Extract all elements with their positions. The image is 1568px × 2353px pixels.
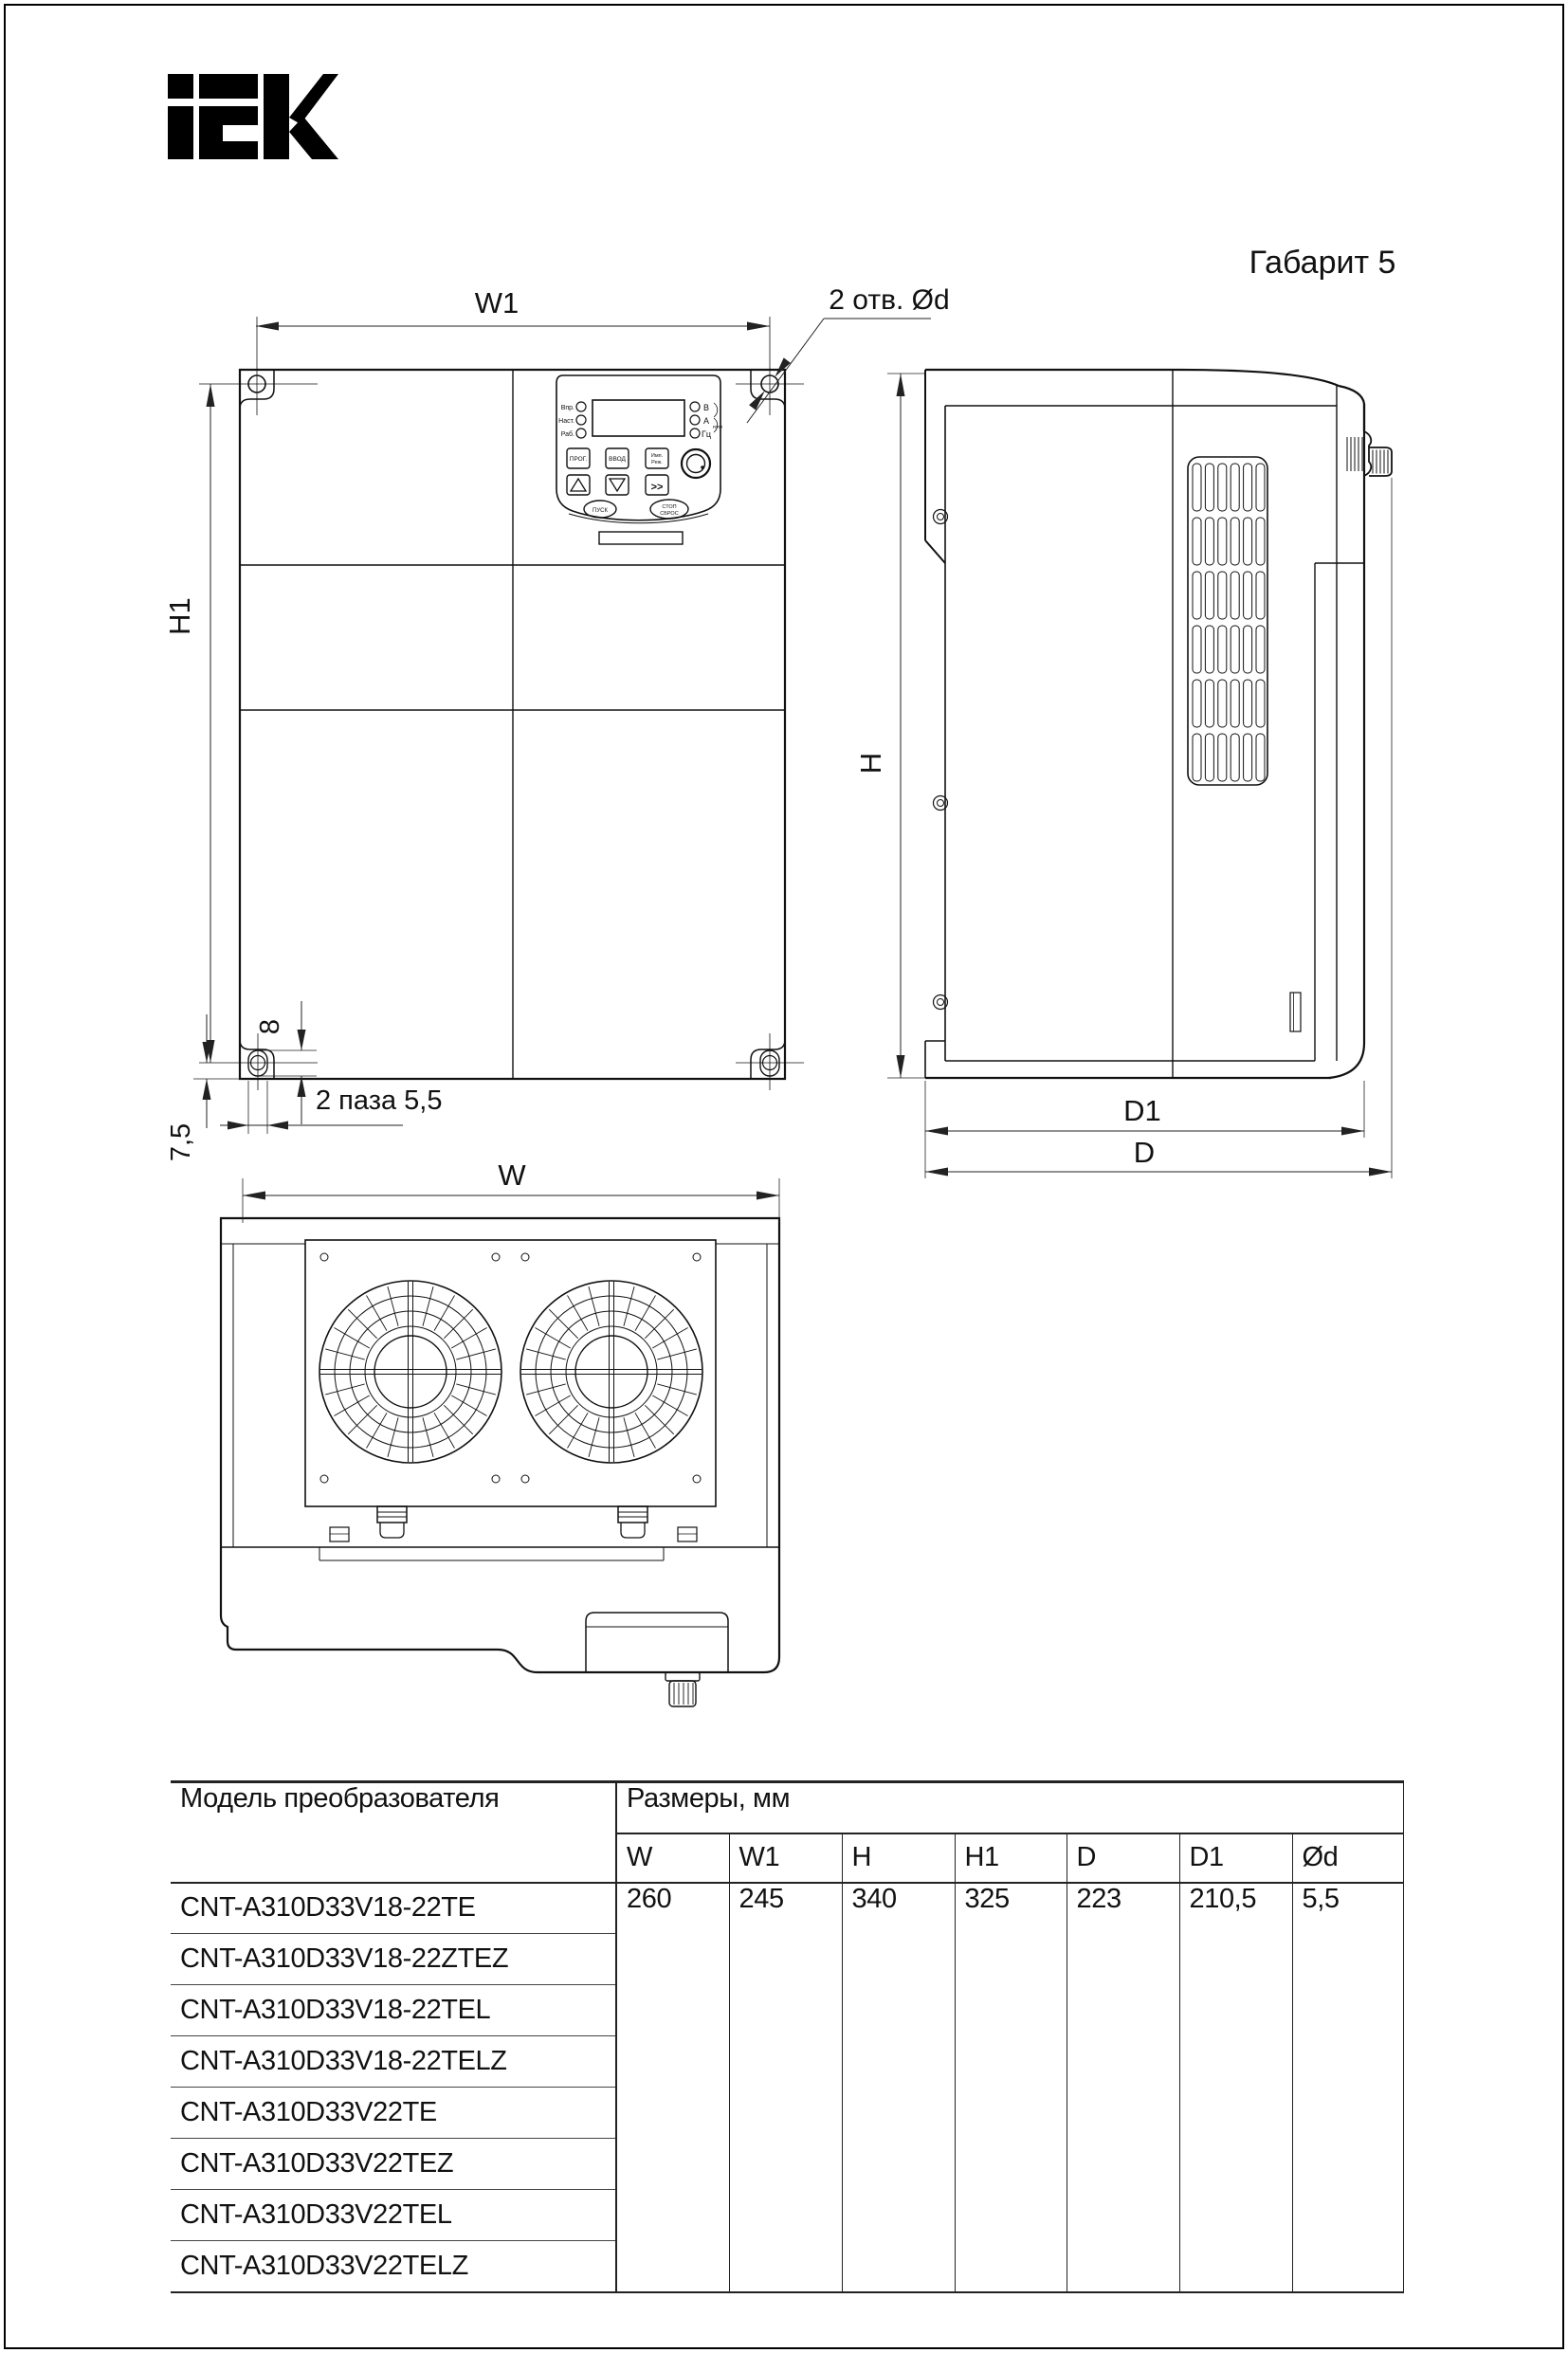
button-stop-line2: СБРОС [660, 511, 679, 517]
svg-text:H: H [854, 752, 887, 775]
latch-clip-left [377, 1506, 407, 1538]
led-label-hz: Гц [702, 429, 712, 439]
button-mode-line2: Реж. [651, 460, 663, 465]
led-label-a: А [703, 416, 710, 426]
column-header-d: D [1067, 1833, 1179, 1883]
column-header-model: Модель преобразователя [171, 1782, 616, 1883]
value-h: 340 [842, 1883, 955, 2292]
dimension-w1 [256, 286, 770, 331]
svg-text:W1: W1 [474, 286, 520, 319]
bottom-fan-view [221, 1218, 779, 1706]
led-label-rab: Раб. [560, 431, 574, 438]
vent-grille [1193, 464, 1265, 781]
front-view [199, 317, 804, 1090]
table-row-model: CNT-A310D33V18-22TELZ [171, 2036, 616, 2088]
iek-logo-icon [168, 74, 338, 159]
column-header-h: H [842, 1833, 955, 1883]
column-header-w: W [616, 1833, 729, 1883]
button-prog: ПРОГ. [569, 456, 588, 463]
svg-text:D: D [1133, 1136, 1156, 1169]
keypad-panel [556, 375, 722, 544]
value-d: 223 [1067, 1883, 1179, 2292]
svg-text:H1: H1 [163, 597, 196, 635]
boss-ribs [1347, 437, 1362, 471]
knob-ribs [1373, 450, 1388, 474]
led-label-vpr: Впр. [560, 405, 574, 411]
button-start: ПУСК [593, 508, 608, 514]
button-shift: >> [650, 482, 664, 493]
dimension-offset-75 [166, 1014, 243, 1161]
svg-text:7,5: 7,5 [166, 1122, 196, 1162]
table-row-model: CNT-A310D33V22TE [171, 2088, 616, 2139]
button-enter: ВВОД [609, 456, 626, 463]
callout-holes [747, 284, 950, 423]
led-label-rpm: RPM [713, 425, 722, 429]
latch-clip-right [618, 1506, 647, 1538]
table-row-model: CNT-A310D33V18-22TEL [171, 1985, 616, 2036]
table-row-model: CNT-A310D33V22TELZ [171, 2241, 616, 2292]
svg-text:2 паза 5,5: 2 паза 5,5 [316, 1085, 443, 1116]
fan-plate [305, 1240, 716, 1506]
value-d1: 210,5 [1179, 1883, 1292, 2292]
column-header-w1: W1 [729, 1833, 842, 1883]
value-od: 5,5 [1292, 1883, 1403, 2292]
mounting-hole-top-right [736, 317, 804, 415]
dimension-slots-55 [220, 1081, 443, 1134]
cooling-fans [319, 1281, 702, 1463]
svg-text:W: W [498, 1158, 526, 1192]
svg-text:D1: D1 [1123, 1094, 1161, 1127]
column-header-d1: D1 [1179, 1833, 1292, 1883]
table-row-model: CNT-A310D33V18-22ZTEZ [171, 1934, 616, 1985]
led-label-nast: Наст. [558, 418, 574, 425]
dimension-h1 [163, 384, 215, 1063]
button-mode-line1: Имп. [650, 453, 664, 459]
arrow-up-icon [571, 479, 586, 491]
mounting-slot-bottom-right [736, 1033, 804, 1090]
column-header-h1: H1 [955, 1833, 1067, 1883]
dimension-h [854, 374, 925, 1078]
svg-text:8: 8 [255, 1018, 285, 1035]
value-w1: 245 [729, 1883, 842, 2292]
keypad-nameplate [599, 532, 683, 544]
column-header-sizes: Размеры, мм [616, 1782, 1403, 1833]
dimensions-table [171, 1780, 1404, 2293]
led-label-v: В [703, 403, 710, 412]
column-header-od: Ød [1292, 1833, 1403, 1883]
keypad-display [593, 400, 684, 436]
dimension-d [925, 478, 1392, 1178]
mounting-hole-top-left [199, 317, 318, 415]
keypad-knob [682, 449, 710, 478]
table-row-model: CNT-A310D33V22TEL [171, 2190, 616, 2241]
svg-text:2 отв. Ød: 2 отв. Ød [829, 284, 950, 316]
table-row-model: CNT-A310D33V18-22TE [171, 1883, 616, 1934]
dimension-w [243, 1158, 779, 1223]
value-w: 260 [616, 1883, 729, 2292]
side-view [925, 370, 1392, 1078]
button-stop-line1: СТОП [662, 504, 677, 510]
bottom-knob [665, 1672, 700, 1706]
gabarit-title: Габарит 5 [1249, 245, 1396, 281]
arrow-down-icon [610, 479, 625, 491]
value-h1: 325 [955, 1883, 1067, 2292]
table-row-model: CNT-A310D33V22TEZ [171, 2139, 616, 2190]
